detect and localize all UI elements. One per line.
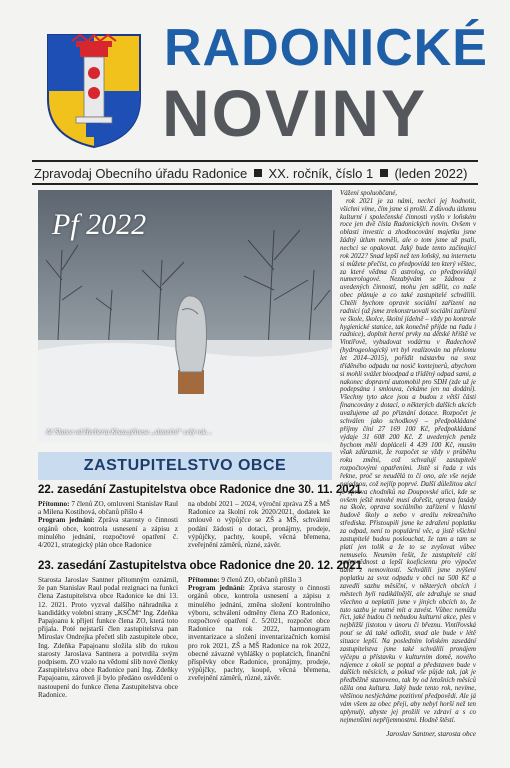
article2-col1-text: Starosta Jaroslav Santner přítomným oznámil, že pan Stanislav Raul podal rezignaci na funkci člena Zastupitelstva obce Radonice ke dni 13. 12. 2021. Proto vyzval dalšího náhradníka z kandidátky volební strany „KSČM“ Ing. Zdeňka Papajoanu k přijetí funkce člena ZO, která toto přijala. Poté nejstarší člen zastupitelstva pan Miroslav Ondrejka přečetl slib zastupitele obce, Ing. Zdeňka Papajoanu složila slib do rukou starosty Jaroslava Santnera a potvrdila svým podpisem. ZO vzalo na vědomí slib nové členky Zastupitelstva obce Radonice paní Ing. Zdeňky Papajoanu, zároveň jí bylo předáno osvědčení o nastoupení do funkce člena Zastupitelstva obce Radonice.: [38, 576, 178, 699]
section-title: ZASTUPITELSTVO OBCE: [83, 457, 287, 474]
section-title-bar: [38, 452, 332, 480]
article1-col1: [38, 500, 178, 549]
program-text: Zpráva starosty o činnosti orgánů obce, kontrola usnesení a zápisu z minulého jednání, změna složení kontrolního výboru, schválení odměny člena ZO Radonice, rozpočtové opatření č. 5/2021, rozpočet obce Radonice na rok 2022, harmonogram inventarizace a složení inventarizačních komisí pro rok 2021, ZŠ a MŠ Radonice na rok 2022, obecné závazné vyhlášky o poplatcích, finanční příspěvky obce Radonice, pronájmy, prodeje, výpůjčky, pachty, koupě, věcná břemena, zveřejnění záměrů, různé, závěr.: [188, 584, 330, 683]
editorial-body: rok 2021 je za námi, nechci jej hodnotit, všichni víme, čím jsme si prošli. Z důvodu útlumu kulturní i společenské činnosti vyšlo v loňském roce jen dvě čísla Radonických novin. Ovšem v oblasti investic a zhodnocování majetku jsme žádný útlum neměli, ale o tom jsme už psali, nechci se opakovat. Jaký bude tento začínající rok 2022? Snad lepší než ten loňský, na internetu si můžete přečíst, co předpovídá ten který věštec, za které vědma či astrolog, co předpovídají numerologové. Nezabývám se žádnou z uvedených činností, mohu jen sdělit, co naše obec plánuje a co také zastupitelé schválili. Chtěli bychom opravit sociální zařízení na radnici (už jsme zrekonstruovali sociální zařízení ve škole, školce, školní jídelně – vždy po kontrole hygienické stanice, tak konečně přijde na řadu i radnice), doplnit herní prvky na dětské hřiště ve Vintířově, vybudovat vodárnu v Radechově (hydrogeologický vrt byl realizován na přelomu let 2014–2015), pořídit nástavbu na svoz tříděného odpadu na nosič kontejnerů, abychom si mohli svážet bioodpad a tříděný odpad sami, a nakonec dopravní automobil pro SDH (zde už je podepsána i smlouva, čekáme jen na dodání). Všechny tyto akce jsou a budou z větší části financovány z dotací, o některých dalších akcích uvažujeme až po přiznání dotace. Rozpočet je schválen jako schodkový – předpokládané příjmy činí 27 169 100 Kč, předpokládané výdaje 31 608 200 Kč. Z uvedených peněz bychom měli dopláceli 4 439 100 Kč, musím však zdůraznit, že rozpočet se vždy v průběhu roku změní, což schvalují zastupitelé rozpočtovými opatřeními. Jistě si řada z vás řekne, proč se neudělá to či ono, ale vše nejde najednou, což nejlíp poprvé. Další důležitou akcí je oprava chodníků na Doupovské ulici, kde se ovšem ještě mnohé musí dořešit, oprava fasády na škole, oprava sociálního zařízení v hlavní budově školy a nebo v areálu rekreačního střediska. Přistoupili jsme ke zdražení poplatku za odpad, není to populární věc, a jistě všichni zastupitelé budou poslouchat, že tam a tam se platí jen tolik a že to se zvyšovat vůbec nemuselo. Neumím řešit, že zastupitelé cítí zodpovědnost a lepší koeficientu pro výpočet daně z nemovitostí. Schválili jsme zvýšení poplatku za svoz odpadu v obci na 500 Kč a zavedli sazbu měsíční, v některých obcích i městech byli radikálnější, ale zdražuje se snad všechno a neplatili jsme v jiných obcích to, že tuto sazbu je nutné mít a zavést. Vůbec nemůžu říct, jaké budou či nebudou kulturní akce, ples v nejbližší jistotou v únoru či březnu. Vintířovská pouť se dá také odložit, snad ale bude v létě situace lepší. Na posledním loňském zasedání zastupitelstva jsme také schválili pronájem výčepu a přístavku v kulturním domě, nového nájemce z okolí se poptal a představen bude v dalších měsících, a pokud vše půjde tak, jak je předběžně stanoveno, tak by od letošních měsíců ožila ona kultura. Jaký bude tento rok, nevíme, většinou neslýcháme pozitivní předpovědi. Ale já vám všem za obec přeji, aby nebyl horší než ten uplynulý, abyste jej prožili ve zdraví a s co nejmenšími nepříjemnostmi. Hodně štěstí.: [340, 197, 477, 724]
article1-heading: 22. zasedání Zastupitelstva obce Radonice dne 30. 11. 2021: [38, 484, 362, 496]
masthead-rule-bottom: [32, 183, 478, 185]
square-bullet-icon: [254, 169, 262, 177]
program-label: Program jednání:: [188, 584, 245, 593]
article2-heading: 23. zasedání Zastupitelstva obce Radonice dne 20. 12. 2021: [38, 560, 363, 572]
editorial-greeting: Vážení spoluobčané,: [340, 190, 398, 197]
article2-col1: [38, 576, 178, 699]
program-text: Zpráva starosty o činnosti orgánů obce, kontrola usnesení a zápisu z minulého jednání, rozpočtové opatření č. 4/2021, strategický plán obce Radonice: [38, 516, 178, 550]
radonice-coat-of-arms: [46, 33, 142, 149]
article1-col2: [188, 500, 330, 549]
program-label: Program jednání:: [38, 516, 95, 525]
article2-col2: [188, 576, 330, 683]
volume-text: XX. ročník, číslo 1: [268, 166, 374, 181]
photo-caption: Ať Slunce od Herberta Kisza přinese „sluneční“ celý rok…: [46, 428, 212, 436]
present-label: Přítomno:: [38, 500, 70, 508]
present-text: 7 členů ZO, omluveni Stanislav Raul a Milena Kostihová, občanů přišlo 4: [38, 500, 178, 517]
article1-col2-text: na období 2021 – 2024, výroční zpráva ZŠ a MŠ Radonice za školní rok 2020/2021, dodatek ke smlouvě o výpůjčce se ZŠ a MŠ, schválení podání žádosti o dotaci, pronájmy, prodeje, výpůjčky, pachty, koupě, věcná břemena, zveřejnění záměrů, různé, závěr.: [188, 500, 330, 550]
square-bullet-icon: [380, 169, 388, 177]
present-text: 9 členů ZO, občanů přišlo 3: [219, 576, 302, 584]
subtitle-text: Zpravodaj Obecního úřadu Radonice: [34, 166, 248, 181]
masthead-subtitle: [34, 166, 480, 181]
issue-date: (leden 2022): [394, 166, 468, 181]
winter-sculpture-photo: [38, 190, 332, 442]
present-label: Přítomno:: [188, 576, 220, 584]
pf-2022-greeting: Pf 2022: [52, 208, 147, 241]
masthead-title-line1: RADONICKÉ: [164, 19, 488, 77]
editorial-signature: Jaroslav Santner, starosta obce: [386, 730, 476, 738]
masthead-rule-top: [32, 160, 478, 162]
editorial-column: [340, 190, 476, 724]
masthead-title-line2: NOVINY: [162, 76, 428, 150]
